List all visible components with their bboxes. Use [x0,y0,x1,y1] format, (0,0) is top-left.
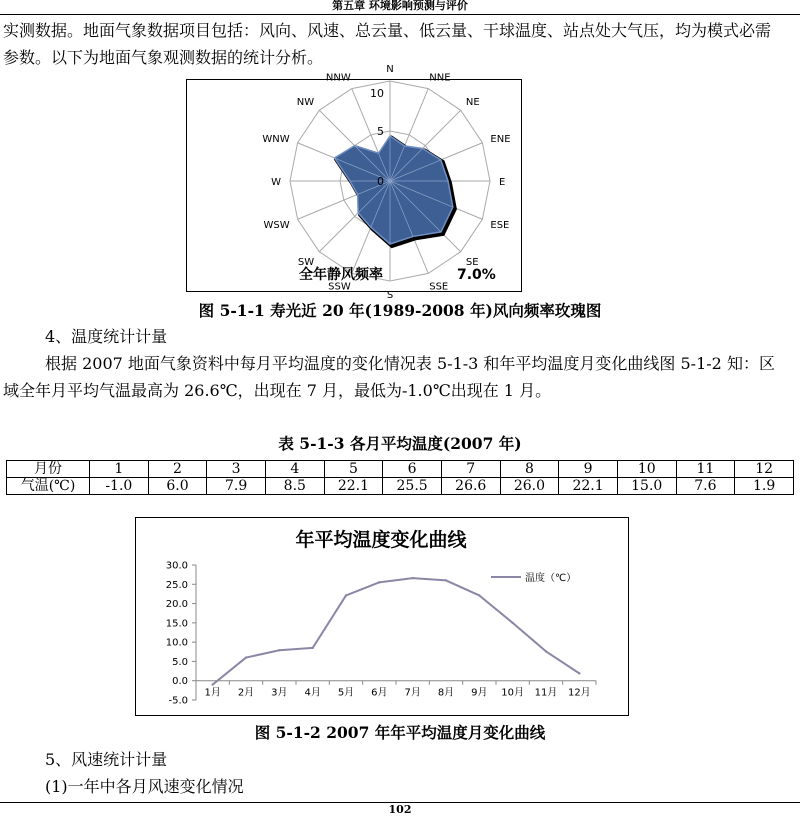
table-cell: 4 [265,461,324,478]
x-tick-label: 7月 [404,687,421,699]
radar-tick-label: 0 [377,175,384,188]
running-header: 第五章 环境影响预测与评价 [332,0,468,12]
table-cell: 1.9 [735,478,794,495]
table-cell: 26.6 [441,478,500,495]
radar-direction-label: ENE [490,133,511,145]
table-cell: 8.5 [265,478,324,495]
radar-direction-label: NNE [429,72,451,84]
radar-direction-label: NNW [325,72,351,84]
data-point [545,650,547,652]
header-rule [0,14,800,15]
table-cell: 1 [90,461,149,478]
table-cell: -1.0 [90,478,149,495]
intro-paragraph: 实测数据。地面气象数据项目包括：风向、风速、总云量、低云量、干球温度、站点处大气压，均为模式必需参数。以下为地面气象观测数据的统计分析。 [3,21,772,67]
radar-direction-label: SSE [429,281,449,293]
y-tick-label: 10.0 [165,637,188,649]
y-tick-label: -5.0 [168,695,188,707]
radar-direction-label: NE [465,97,480,109]
table-cell: 25.5 [383,478,442,495]
page-number: 102 [388,803,412,816]
table-cell: 9 [559,461,618,478]
series-line-temperature [213,578,580,684]
section4-body: 根据 2007 地面气象资料中每月平均温度的变化情况表 5-1-3 和年平均温度月变化曲线图 5-1-2 知：区域全年月平均气温最高为 26.6℃，出现在 7 月，最低为-1.0℃出现在 1 月。 [3,354,775,400]
temperature-line-chart [136,518,627,714]
data-point [245,656,247,658]
table-cell: 7 [441,461,500,478]
legend-label: 温度（℃） [525,573,577,584]
calm-label: 全年静风频率 [299,267,383,283]
temperature-table [6,460,794,495]
table-cell: 5 [324,461,383,478]
section5-heading: 5、风速统计计量 [45,750,168,769]
table-cell: 10 [617,461,676,478]
wind-rose-figure [186,64,522,301]
table-cell: 11 [676,461,735,478]
data-point [211,683,213,685]
data-point [378,581,380,583]
table-cell: 6.0 [148,478,207,495]
table-cell: 8 [500,461,559,478]
table-cell: 6 [383,461,442,478]
table-row [7,461,794,478]
data-point [445,579,447,581]
y-tick-label: 30.0 [165,560,188,572]
radar-direction-label: SW [297,256,315,268]
x-tick-label: 6月 [371,687,388,699]
x-tick-label: 8月 [437,687,455,699]
radar-direction-label: SSW [328,281,351,293]
figure2-caption: 图 5-1-2 2007 年年平均温度月变化曲线 [254,723,546,742]
x-tick-label: 11月 [534,687,558,699]
table-cell: 26.0 [500,478,559,495]
wind-rose-chart [187,64,520,301]
table-row-label-temp: 气温(℃) [7,478,90,495]
table-cell: 15.0 [617,478,676,495]
chart-title: 年平均温度变化曲线 [295,529,467,551]
y-tick-label: 0.0 [172,676,188,688]
table-cell: 7.6 [676,478,735,495]
calm-value: 7.0% [457,267,496,283]
radar-direction-label: SE [465,256,479,268]
section4-heading: 4、温度统计计量 [45,327,168,346]
data-point [511,622,513,624]
table-cell: 3 [207,461,266,478]
radar-direction-label: E [499,177,506,188]
table-cell: 7.9 [207,478,266,495]
table-caption: 表 5-1-3 各月平均温度(2007 年) [278,434,522,453]
table-cell: 22.1 [559,478,618,495]
table-cell: 12 [735,461,794,478]
x-tick-label: 3月 [271,687,288,699]
table-cell: 22.1 [324,478,383,495]
radar-tick-label: 10 [370,87,384,100]
data-point [278,649,280,651]
section5-sub: (1)一年中各月风速变化情况 [45,777,244,796]
data-point [478,594,480,596]
figure1-caption: 图 5-1-1 寿光近 20 年(1989-2008 年)风向频率玫瑰图 [198,301,602,320]
radar-direction-label: W [271,177,281,188]
x-tick-label: 5月 [337,687,355,699]
table-cell: 2 [148,461,207,478]
radar-tick-label: 5 [377,125,384,138]
table-row [7,478,794,495]
data-point [311,647,313,649]
radar-direction-label: NW [296,97,315,109]
x-tick-label: 12月 [567,687,591,699]
table-row-label-month: 月份 [7,461,90,478]
y-tick-label: 25.0 [165,579,188,591]
y-tick-label: 5.0 [172,656,188,668]
y-tick-label: 15.0 [165,618,188,630]
radar-direction-label: N [386,64,394,75]
x-tick-label: 9月 [471,687,488,699]
x-tick-label: 4月 [304,687,321,699]
x-tick-label: 10月 [501,687,525,699]
data-point [578,672,580,674]
radar-direction-label: WSW [263,220,290,232]
x-tick-label: 2月 [237,687,255,699]
data-point [345,594,347,596]
radar-direction-label: WNW [262,133,290,145]
radar-direction-label: S [386,290,394,301]
data-point [411,577,413,579]
y-tick-label: 20.0 [165,599,188,611]
temperature-curve-figure [135,517,629,716]
radar-direction-label: ESE [490,220,510,232]
x-tick-label: 1月 [204,687,221,699]
